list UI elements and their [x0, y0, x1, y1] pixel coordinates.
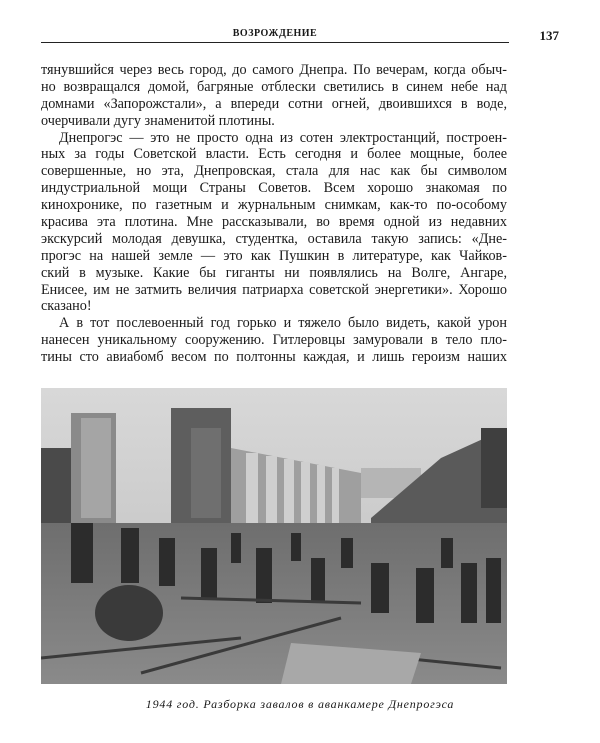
text-line: кинохронике, по газетным и журнальным снимкам, как-то по-особому	[41, 197, 507, 214]
text-line: тины сто авиабомб весом по полтонны каждая, и лишь героизм наших	[41, 349, 507, 366]
text-line: экскурсий молодая девушка, студентка, оставила такую запись: «Дне-	[41, 230, 507, 247]
page-number: 137	[539, 28, 559, 43]
running-title: ВОЗРОЖДЕНИЕ	[232, 28, 318, 39]
text-line: А в тот послевоенный год горько и тяжело было видеть, какой урон	[59, 315, 507, 332]
photo-dam-ruins	[41, 388, 507, 684]
text-line: но возвращался домой, багряные отблески светились в синем небе над	[41, 78, 507, 95]
text-line: домнами «Запорожстали», а впереди сотни огней, двоившихся в воде,	[41, 95, 507, 112]
text-line: ных за годы Советской власти. Есть сегодня и более мощные, более	[41, 146, 507, 163]
body-text	[41, 62, 507, 366]
figure-caption: 1944 год. Разборка завалов в аванкамере Днепрогэса	[145, 697, 455, 711]
text-line: ский в музыке. Какие бы гиганты ни появлялись на Волге, Ангаре,	[41, 264, 507, 281]
text-line: очерчивали дугу знаменитой плотины.	[41, 112, 275, 129]
text-line: прогэс на нашей земле — это как Пушкин в литературе, как Чайков-	[41, 247, 507, 264]
text-line: тянувшийся через весь город, до самого Днепра. По вечерам, когда обыч-	[41, 62, 507, 78]
text-line: Енисее, им не затмить величия патриарха советской энергетики». Хорошо	[41, 281, 507, 298]
text-line: Днепрогэс — это не просто одна из сотен электростанций, построен-	[59, 129, 507, 146]
text-line: нанесен уникальному сооружению. Гитлеровцы замуровали в тело пло-	[41, 332, 507, 349]
text-line: красива эта плотина. Мне рассказывали, во время одной из недавних	[41, 214, 507, 231]
photo-illustration	[41, 388, 507, 684]
text-line: индустриальной мощи Страны Советов. Всем хорошо знакомая по	[41, 180, 507, 197]
text-line: совершенные, но эта, Днепровская, стала для нас как бы символом	[41, 163, 507, 180]
text-line: сказано!	[41, 298, 92, 315]
running-head	[41, 26, 559, 43]
